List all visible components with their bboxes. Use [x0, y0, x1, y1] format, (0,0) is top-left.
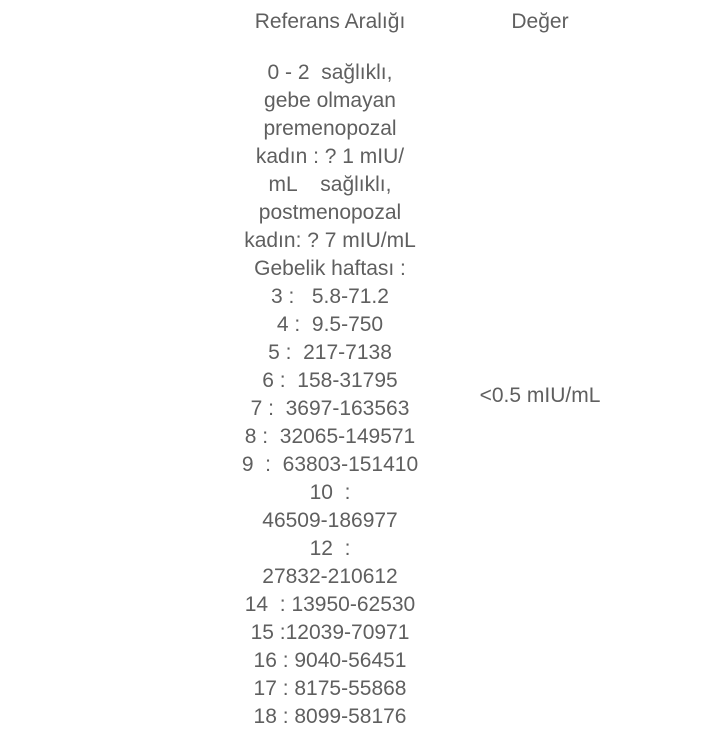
reference-range-line: Gebelik haftası :: [254, 257, 406, 280]
reference-range-line: 17 : 8175-55868: [253, 677, 407, 700]
reference-range-line: 9 : 63803-151410: [241, 453, 419, 476]
value-cell: <0.5 mIU/mL: [479, 384, 601, 407]
reference-range-line: 5 : 217-7138: [268, 341, 392, 364]
reference-range-line: 0 - 2 sağlıklı,: [267, 61, 393, 84]
reference-range-cell: [218, 59, 442, 731]
reference-range-line: 15 :12039-70971: [250, 621, 410, 644]
reference-range-header: Referans Aralığı: [254, 10, 406, 33]
reference-range-line: 6 : 158-31795: [262, 369, 398, 392]
reference-range-line: 27832-210612: [262, 565, 398, 588]
reference-range-line: kadın: ? 7 mIU/mL: [244, 229, 416, 252]
reference-range-line: 3 : 5.8-71.2: [271, 285, 389, 308]
reference-range-line: 14 : 13950-62530: [244, 593, 416, 616]
reference-range-line: 16 : 9040-56451: [253, 649, 407, 672]
reference-range-line: 46509-186977: [262, 509, 398, 532]
reference-range-line: mL sağlıklı,: [268, 173, 392, 196]
reference-range-line: 4 : 9.5-750: [276, 313, 384, 336]
table-header: [0, 8, 720, 38]
reference-range-line: gebe olmayan: [264, 89, 396, 112]
reference-range-line: 10 :: [309, 481, 351, 504]
reference-range-line: 18 : 8099-58176: [253, 705, 407, 728]
reference-range-line: 12 :: [309, 537, 351, 560]
reference-range-line: 8 : 32065-149571: [244, 425, 416, 448]
reference-range-line: premenopozal: [263, 117, 397, 140]
reference-range-line: 7 : 3697-163563: [250, 397, 410, 420]
value-header: Değer: [511, 10, 569, 33]
reference-range-line: kadın : ? 1 mIU/: [255, 145, 405, 168]
reference-range-line: postmenopozal: [258, 201, 402, 224]
